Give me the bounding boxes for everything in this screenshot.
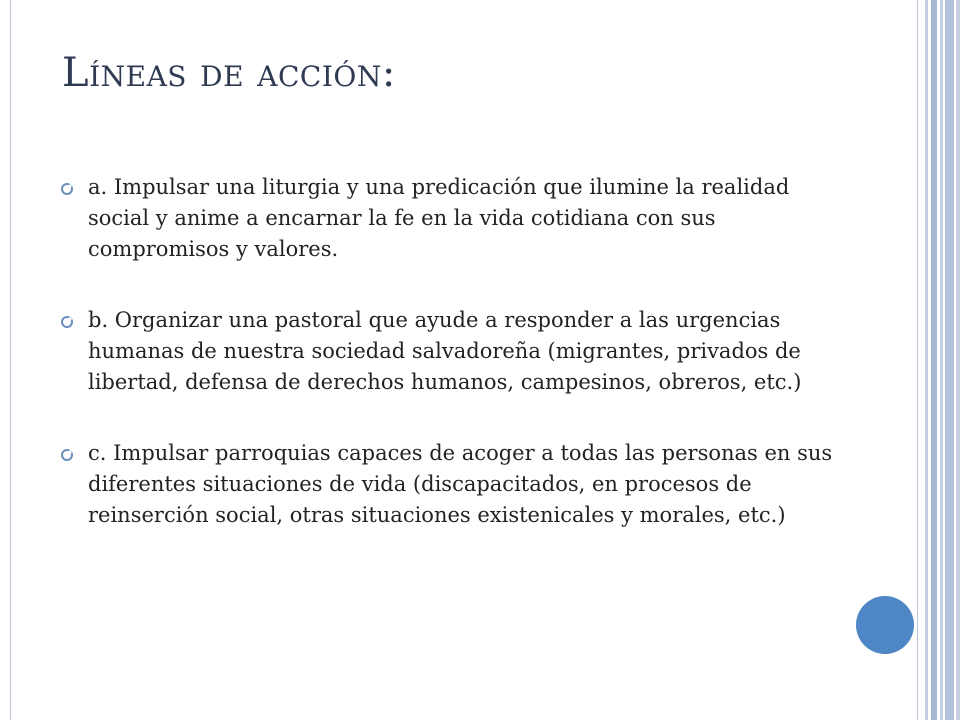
ring-bullet-icon [60,182,74,196]
decorative-stripe [940,0,943,720]
decorative-stripe [956,0,960,720]
bullet-item-a [60,172,850,265]
bullet-list [60,172,850,571]
bullet-text: b. Organizar una pastoral que ayude a responder a las urgencias humanas de nuestra sociedad salvadoreña (migrantes, privados de libertad, defensa de derechos humanos, campesinos, obreros, etc.) [88,308,802,394]
blue-circle-icon [856,596,914,654]
decorative-stripe [931,0,937,720]
bullet-text: a. Impulsar una liturgia y una predicación que ilumine la realidad social y anime a encarnar la fe en la vida cotidiana con sus compromisos y valores. [88,175,790,261]
bullet-item-b [60,305,850,398]
decorative-stripe [945,0,954,720]
slide-title: Líneas de acción: [62,50,396,96]
ring-bullet-icon [60,315,74,329]
bullet-item-c [60,438,850,531]
decorative-stripe [925,0,928,720]
bullet-text: c. Impulsar parroquias capaces de acoger a todas las personas en sus diferentes situaciones de vida (discapacitados, en procesos de reinserción social, otras situaciones existenicales y morales, etc.) [88,441,833,527]
ring-bullet-icon [60,448,74,462]
